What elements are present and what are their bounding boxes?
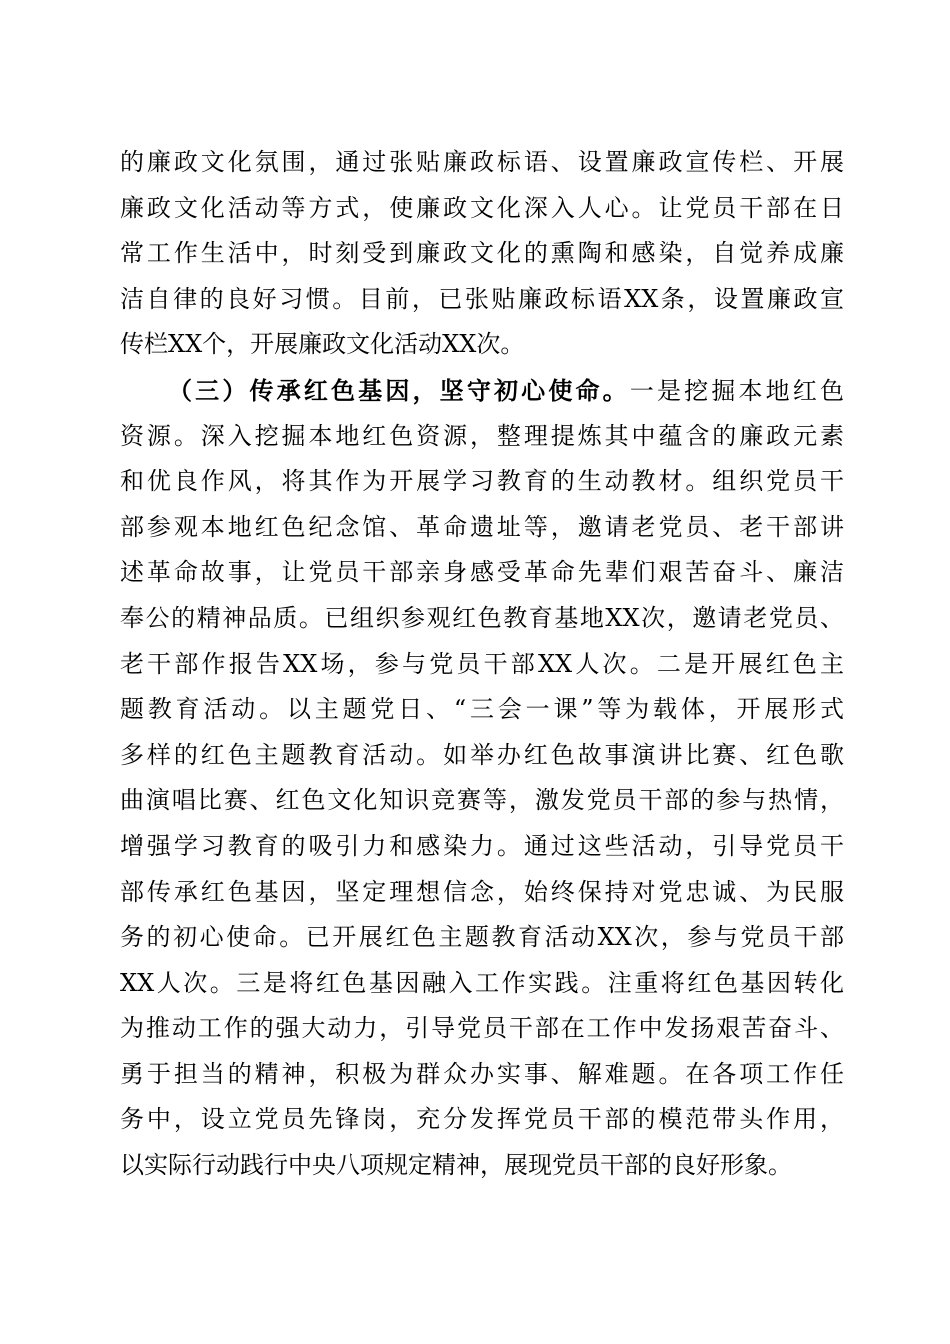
text-line: 勇于担当的精神，积极为群众办实事、解难题。在各项工作任 [120, 1059, 844, 1088]
text-line: 曲演唱比赛、红色文化知识竞赛等，激发党员干部的参与热情， [120, 786, 844, 815]
paragraph-continuation [120, 140, 844, 368]
text-line: 以实际行动践行中央八项规定精神，展现党员干部的良好形象。 [120, 1151, 792, 1180]
text-line: 传栏XX个，开展廉政文化活动XX次。 [120, 330, 525, 359]
text-line: 洁自律的良好习惯。目前，已张贴廉政标语XX条，设置廉政宣 [120, 284, 844, 313]
text-line: 部参观本地红色纪念馆、革命遗址等，邀请老党员、老干部讲 [120, 512, 844, 541]
text-line: XX人次。三是将红色基因融入工作实践。注重将红色基因转化 [120, 968, 844, 997]
text-fragment: 一是挖掘本地红色 [629, 376, 845, 405]
text-line: 为推动工作的强大动力，引导党员干部在工作中发扬艰苦奋斗、 [120, 1014, 844, 1043]
text-line: 资源。深入挖掘本地红色资源，整理提炼其中蕴含的廉政元素 [120, 421, 844, 450]
text-line: 的廉政文化氛围，通过张贴廉政标语、设置廉政宣传栏、开展 [120, 148, 844, 176]
text-line: 部传承红色基因，坚定理想信念，始终保持对党忠诚、为民服 [120, 877, 844, 906]
text-line: 常工作生活中，时刻受到廉政文化的熏陶和感染，自觉养成廉 [120, 239, 844, 268]
text-line: 题教育活动。以主题党日、“三会一课”等为载体，开展形式 [120, 695, 844, 724]
text-line: 增强学习教育的吸引力和感染力。通过这些活动，引导党员干 [120, 831, 844, 860]
text-line: 奉公的精神品质。已组织参观红色教育基地XX次，邀请老党员、 [120, 603, 844, 632]
text-line: 务中，设立党员先锋岗，充分发挥党员干部的模范带头作用， [120, 1105, 844, 1134]
text-line: 和优良作风，将其作为开展学习教育的生动教材。组织党员干 [120, 467, 844, 496]
text-line: 述革命故事，让党员干部亲身感受革命先辈们艰苦奋斗、廉洁 [120, 558, 844, 587]
text-line: 老干部作报告XX场，参与党员干部XX人次。二是开展红色主 [120, 649, 844, 678]
section-three-paragraph [120, 368, 844, 1189]
text-line: 多样的红色主题教育活动。如举办红色故事演讲比赛、红色歌 [120, 740, 844, 769]
section-first-line [120, 368, 844, 414]
section-heading: （三）传承红色基因，坚守初心使命。 [168, 375, 630, 405]
body-text [120, 140, 844, 1189]
text-line: 廉政文化活动等方式，使廉政文化深入人心。让党员干部在日 [120, 193, 844, 222]
text-line: 务的初心使命。已开展红色主题教育活动XX次，参与党员干部 [120, 923, 844, 952]
